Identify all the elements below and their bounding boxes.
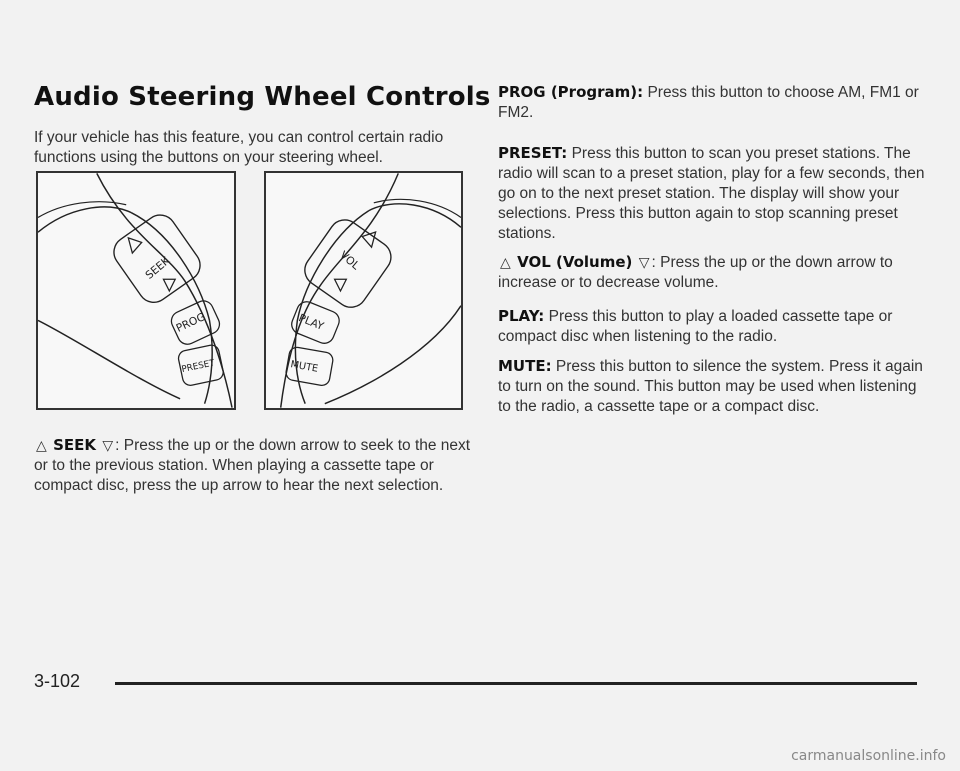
- seek-label: SEEK: [142, 254, 173, 282]
- vol-description: [498, 252, 928, 293]
- vol-text: Press the up or the down arrow to increase or to decrease volume.: [498, 254, 893, 291]
- prog-text: Press this button to choose AM, FM1 or FM2.: [498, 84, 919, 121]
- play-description: [498, 306, 928, 347]
- prog-label: PROG: [174, 310, 208, 335]
- watermark: carmanualsonline.info: [791, 748, 946, 764]
- mute-text: Press this button to silence the system. Press it again to turn on the sound. This button may be used when listening to the radio, a cassette tape or a compact disc.: [498, 358, 923, 415]
- preset-text: Press this button to scan you preset stations. The radio will scan to a preset station, play for a few seconds, then go on to the next preset station. The display will show your selections. Press this button again to stop scanning preset stations.: [498, 145, 925, 242]
- play-text: Press this button to play a loaded cassette tape or compact disc when listening to the radio.: [498, 308, 893, 345]
- vol-term: VOL (Volume): [517, 253, 633, 271]
- prog-description: [498, 82, 928, 123]
- page-title: Audio Steering Wheel Controls: [34, 82, 491, 112]
- mute-term: MUTE:: [498, 357, 552, 375]
- vol-label: VOL: [337, 248, 363, 273]
- up-arrow-icon: △: [36, 437, 47, 453]
- preset-term: PRESET:: [498, 144, 568, 162]
- steering-wheel-left-drawing: [38, 173, 234, 408]
- steering-wheel-illustration-right: [264, 171, 463, 410]
- page-number: 3-102: [34, 671, 81, 691]
- mute-description: [498, 356, 928, 417]
- preset-description: [498, 143, 928, 244]
- seek-colon: :: [115, 437, 120, 454]
- seek-description: [34, 435, 479, 496]
- steering-wheel-right-drawing: [266, 173, 461, 408]
- up-arrow-icon: △: [500, 254, 511, 270]
- steering-wheel-illustration-left: [36, 171, 236, 410]
- play-label: PLAY: [296, 311, 326, 333]
- seek-text: Press the up or the down arrow to seek to the next or to the previous station. When playing a cassette tape or compact disc, press the up arrow to hear the next selection.: [34, 437, 471, 494]
- prog-term: PROG (Program):: [498, 83, 644, 101]
- down-arrow-icon: ▽: [638, 254, 650, 270]
- mute-label: MUTE: [289, 359, 319, 375]
- intro-paragraph: If your vehicle has this feature, you can control certain radio functions using the buttons on your steering wheel.: [34, 129, 444, 166]
- play-term: PLAY:: [498, 307, 545, 325]
- down-arrow-icon: ▽: [102, 437, 114, 453]
- vol-colon: :: [651, 254, 656, 271]
- seek-term: SEEK: [53, 436, 97, 454]
- footer-rule: [115, 682, 917, 685]
- preset-label: PRESET: [180, 358, 216, 376]
